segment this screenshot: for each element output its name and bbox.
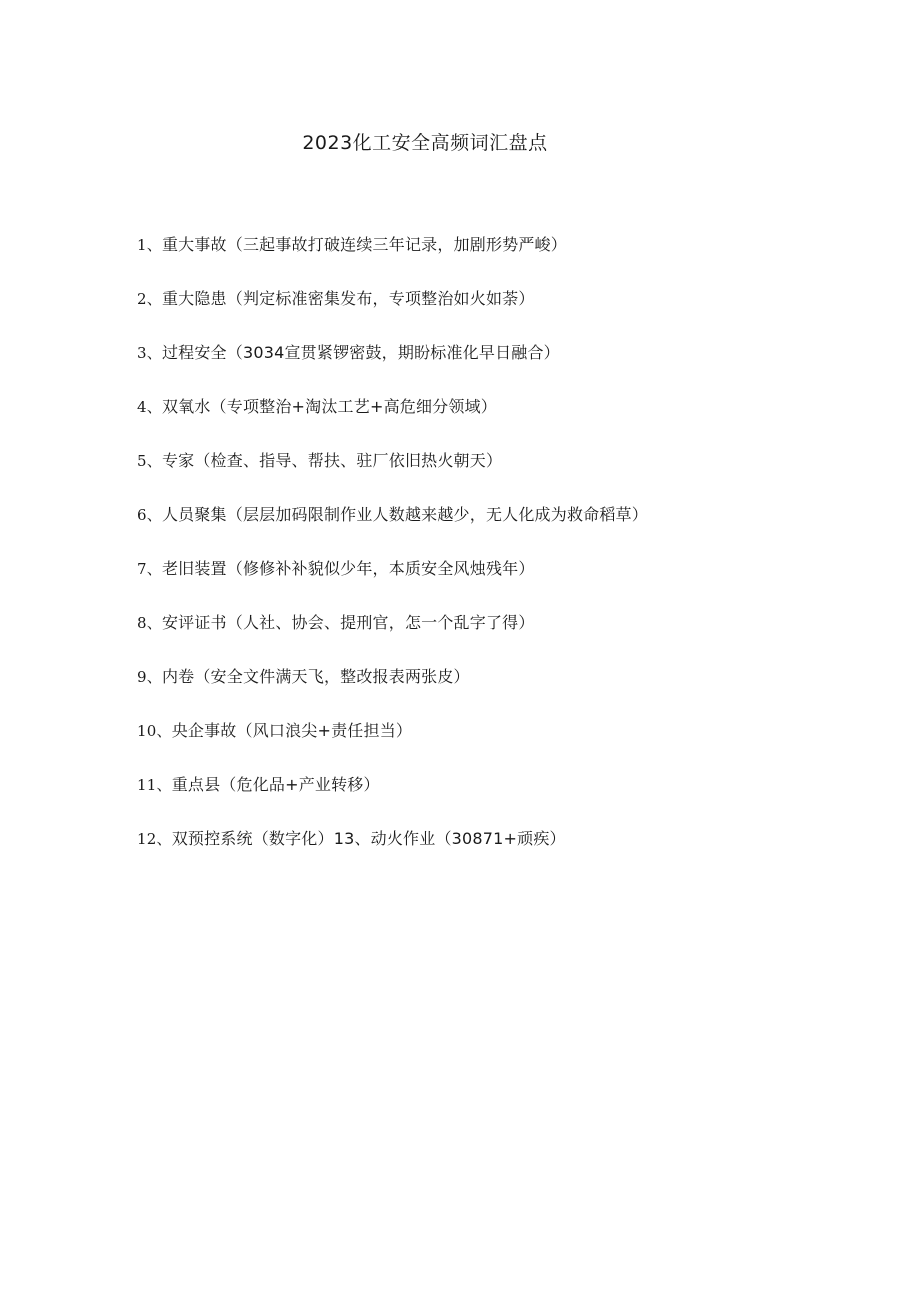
item-text: 重点县（危化品+产业转移） (171, 775, 380, 794)
item-text: 老旧装置（修修补补貌似少年，本质安全风烛残年） (161, 559, 535, 578)
item-number: 8、 (137, 614, 162, 632)
item-text: 重大事故（三起事故打破连续三年记录，加剧形势严峻） (161, 235, 567, 254)
list-item (137, 236, 648, 290)
item-text: 内卷（安全文件满天飞，整改报表两张皮） (161, 667, 470, 686)
item-number: 3、 (137, 344, 162, 362)
list-item (137, 560, 648, 614)
item-number: 12、 (137, 830, 172, 848)
list-item (137, 722, 648, 776)
item-number: 7、 (137, 560, 162, 578)
item-text: 安评证书（人社、协会、提刑官，怎一个乱字了得） (161, 613, 535, 632)
item-number: 5、 (137, 452, 162, 470)
list-item (137, 344, 648, 398)
item-number: 4、 (137, 398, 162, 416)
item-number: 6、 (137, 506, 162, 524)
item-text: 专家（检查、指导、帮扶、驻厂依旧热火朝天） (161, 451, 503, 470)
item-number: 2、 (137, 290, 162, 308)
list-item (137, 452, 648, 506)
item-number: 10、 (137, 722, 172, 740)
list-item (137, 830, 648, 884)
list-item (137, 398, 648, 452)
item-text: 双预控系统（数字化）13、动火作业（30871+顽疾） (171, 829, 566, 848)
list-item (137, 668, 648, 722)
item-number: 1、 (137, 236, 162, 254)
list-item (137, 290, 648, 344)
item-number: 9、 (137, 668, 162, 686)
list-item (137, 776, 648, 830)
item-text: 过程安全（3034宣贯紧锣密鼓，期盼标准化早日融合） (161, 343, 560, 362)
list-item (137, 614, 648, 668)
item-text: 央企事故（风口浪尖+责任担当） (171, 721, 413, 740)
keyword-list (137, 236, 648, 884)
item-number: 11、 (137, 776, 172, 794)
item-text: 重大隐患（判定标准密集发布，专项整治如火如荼） (161, 289, 535, 308)
list-item (137, 506, 648, 560)
document-title: 2023化工安全高频词汇盘点 (302, 132, 548, 154)
item-text: 人员聚集（层层加码限制作业人数越来越少，无人化成为救命稻草） (161, 505, 648, 524)
item-text: 双氧水（专项整治+淘汰工艺+高危细分领域） (161, 397, 497, 416)
